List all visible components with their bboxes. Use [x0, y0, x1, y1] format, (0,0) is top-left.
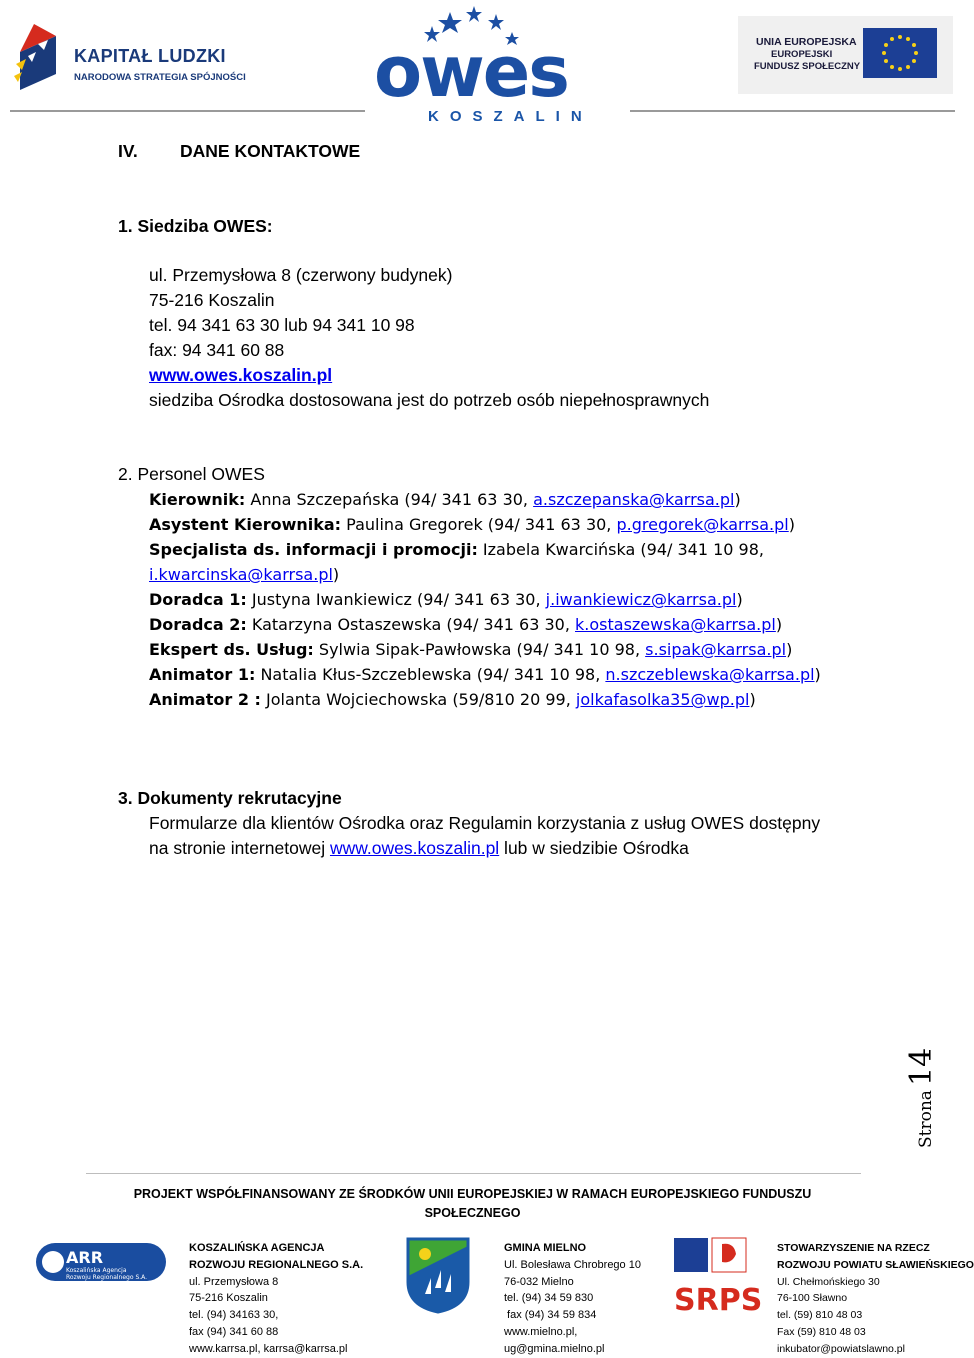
footer-title-line2: SPOŁECZNEGO: [424, 1206, 521, 1220]
partner-mielno: [504, 1240, 641, 1358]
partner-detail: ul. Przemysłowa 8: [189, 1275, 279, 1288]
kapital-ludzki-title: KAPITAŁ LUDZKI: [74, 46, 226, 66]
s1-heading: 1. Siedziba OWES:: [118, 216, 273, 236]
staff-row: [149, 687, 821, 712]
s3-body: [149, 811, 820, 861]
staff-details: Jolanta Wojciechowska (59/810 20 99,: [260, 690, 576, 709]
eu-label-line2: EUROPEJSKI: [771, 49, 833, 60]
staff-role: Specjalista ds. informacji i promocji:: [149, 540, 478, 559]
owes-logo-graphic: [372, 4, 632, 113]
kapital-ludzki-subtitle: NARODOWA STRATEGIA SPÓJNOŚCI: [74, 72, 246, 83]
footer-divider: [86, 1173, 861, 1174]
page-number-label: Strona: [916, 1090, 936, 1148]
staff-email-link[interactable]: a.szczepanska@karrsa.pl: [533, 490, 735, 509]
arr-logo: [36, 1241, 168, 1283]
staff-close-paren: ): [814, 665, 821, 684]
staff-role: Kierownik:: [149, 490, 246, 509]
staff-role: Doradca 2:: [149, 615, 247, 634]
page-number: [895, 1047, 939, 1150]
staff-details: Sylwia Sipak-Pawłowska (94/ 341 10 98,: [313, 640, 646, 659]
s2-staff-list: [149, 487, 821, 712]
arr-logo-sub1: Koszalińska Agencja: [66, 1267, 127, 1274]
partner-name: GMINA MIELNO: [504, 1242, 587, 1254]
staff-row: [149, 537, 821, 562]
staff-close-paren: ): [775, 615, 783, 634]
partner-detail: fax (94) 34 59 834: [504, 1309, 597, 1322]
s3-line2-suffix: lub w siedzibie Ośrodka: [499, 838, 689, 858]
partner-detail: Ul. Bolesława Chrobrego 10: [504, 1258, 641, 1271]
partner-detail: 76-032 Mielno: [504, 1275, 574, 1288]
staff-details: Katarzyna Ostaszewska (94/ 341 63 30,: [246, 615, 576, 634]
s3-line1: Formularze dla klientów Ośrodka oraz Regulamin korzystania z usług OWES dostępny: [149, 813, 821, 833]
star-icon: [466, 6, 482, 22]
partner-detail: 75-216 Koszalin: [189, 1292, 268, 1305]
eu-efs-logo: [738, 16, 953, 94]
staff-details: Natalia Kłus-Szczeblewska (94/ 341 10 98,: [255, 665, 606, 684]
staff-row: [149, 612, 821, 637]
kapital-ludzki-logo: [12, 14, 252, 96]
staff-role: Animator 2 :: [149, 690, 261, 709]
partner-detail: www.mielno.pl,: [504, 1325, 578, 1338]
partner-detail: fax (94) 341 60 88: [189, 1325, 279, 1338]
staff-email-link[interactable]: jolkafasolka35@wp.pl: [575, 690, 750, 709]
staff-details: Justyna Iwankiewicz (94/ 341 63 30,: [246, 590, 546, 609]
star-icon: [438, 12, 462, 33]
partner-detail: tel. (59) 810 48 03: [777, 1309, 863, 1322]
owes-koszalin-logo: [372, 4, 632, 126]
star-icon: [488, 14, 504, 30]
staff-role: Asystent Kierownika:: [149, 515, 342, 534]
staff-close-paren: ): [786, 640, 793, 659]
staff-row: [149, 662, 821, 687]
s1-website-link[interactable]: www.owes.koszalin.pl: [149, 365, 333, 385]
staff-details: Izabela Kwarcińska (94/ 341 10 98,: [477, 540, 764, 559]
srps-logo: [672, 1236, 763, 1318]
section-title: DANE KONTAKTOWE: [180, 141, 361, 161]
staff-email-link[interactable]: n.szczeblewska@karrsa.pl: [605, 665, 815, 684]
s1-line: tel. 94 341 63 30 lub 94 341 10 98: [149, 315, 415, 335]
staff-row: [149, 587, 821, 612]
owes-logo-text: owes: [374, 31, 568, 113]
partner-srps: [777, 1240, 974, 1358]
arr-logo-text: ARR: [66, 1248, 104, 1267]
s2-heading: 2. Personel OWES: [118, 464, 265, 484]
staff-row-continued: [149, 562, 821, 587]
staff-row: [149, 637, 821, 662]
partner-name: STOWARZYSZENIE NA RZECZ: [777, 1242, 930, 1254]
partner-detail: Ul. Chełmońskiego 30: [777, 1275, 880, 1288]
partner-detail: 76-100 Sławno: [777, 1292, 848, 1305]
staff-role: Animator 1:: [149, 665, 256, 684]
staff-row: [149, 512, 821, 537]
partner-detail: Fax (59) 810 48 03: [777, 1325, 866, 1338]
staff-close-paren: ): [332, 565, 340, 584]
staff-details: Paulina Gregorek (94/ 341 63 30,: [341, 515, 617, 534]
s1-line: 75-216 Koszalin: [149, 290, 275, 310]
s1-accessibility-note: siedziba Ośrodka dostosowana jest do potrzeb osób niepełnosprawnych: [149, 390, 710, 410]
partner-name: ROZWOJU POWIATU SŁAWIEŃSKIEGO: [777, 1258, 974, 1271]
s1-address-block: [149, 263, 709, 413]
eu-label-line1: UNIA EUROPEJSKA: [756, 36, 857, 48]
eu-label-line3: FUNDUSZ SPOŁECZNY: [754, 61, 861, 72]
partner-detail: www.karrsa.pl, karrsa@karrsa.pl: [189, 1342, 348, 1355]
staff-email-link[interactable]: k.ostaszewska@karrsa.pl: [575, 615, 776, 634]
section-number: IV.: [118, 141, 138, 161]
partner-detail: inkubator@powiatslawno.pl: [777, 1342, 905, 1355]
partner-arr: [189, 1240, 363, 1358]
staff-close-paren: ): [736, 590, 743, 609]
kapital-ludzki-emblem-icon: [12, 14, 72, 96]
header-divider-right: [630, 110, 955, 112]
footer-title: [100, 1185, 845, 1223]
partner-detail: tel. (94) 34 59 830: [504, 1292, 594, 1305]
staff-role: Doradca 1:: [149, 590, 247, 609]
srps-logo-text: SRPS: [674, 1283, 763, 1318]
s1-line: ul. Przemysłowa 8 (czerwony budynek): [149, 265, 453, 285]
mielno-coat-of-arms-icon: [405, 1236, 471, 1314]
s3-heading: 3. Dokumenty rekrutacyjne: [118, 788, 342, 808]
partner-detail: ug@gmina.mielno.pl: [504, 1342, 605, 1355]
staff-email-link[interactable]: p.gregorek@karrsa.pl: [616, 515, 789, 534]
header-divider-left: [10, 110, 365, 112]
staff-email-link[interactable]: i.kwarcinska@karrsa.pl: [149, 565, 333, 584]
s3-website-link[interactable]: www.owes.koszalin.pl: [329, 838, 500, 858]
partner-detail: tel. (94) 34163 30,: [189, 1309, 279, 1322]
staff-details: Anna Szczepańska (94/ 341 63 30,: [245, 490, 534, 509]
owes-city-label: KOSZALIN: [428, 108, 593, 125]
staff-row: [149, 487, 821, 512]
arr-logo-sub2: Rozwoju Regionalnego S.A.: [66, 1274, 148, 1281]
staff-email-link[interactable]: j.iwankiewicz@karrsa.pl: [545, 590, 737, 609]
staff-close-paren: ): [788, 515, 795, 534]
footer-title-line1: PROJEKT WSPÓŁFINANSOWANY ZE ŚRODKÓW UNII EUROPEJSKIEJ W RAMACH EUROPEJSKIEGO FUNDUSZU: [133, 1187, 812, 1201]
s3-line2: [149, 836, 820, 861]
staff-role: Ekspert ds. Usług:: [149, 640, 314, 659]
staff-close-paren: ): [749, 690, 756, 709]
staff-close-paren: ): [734, 490, 741, 509]
partner-name: KOSZALIŃSKA AGENCJA: [189, 1242, 325, 1254]
partner-name: ROZWOJU REGIONALNEGO S.A.: [189, 1258, 364, 1271]
s3-line2-prefix: na stronie internetowej: [149, 838, 330, 858]
page-number-value: 14: [904, 1047, 939, 1086]
staff-email-link[interactable]: s.sipak@karrsa.pl: [645, 640, 787, 659]
eu-flag-icon: [863, 28, 937, 78]
s1-line: fax: 94 341 60 88: [149, 340, 285, 360]
